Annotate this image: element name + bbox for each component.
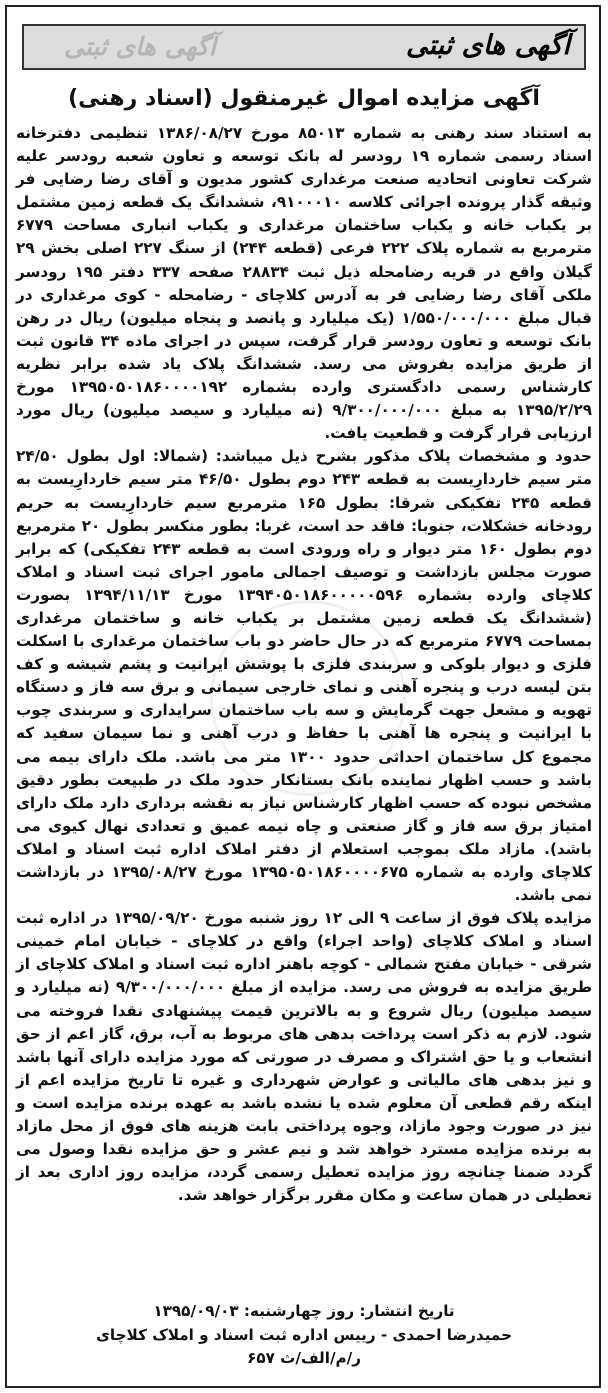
notice-paragraph-1: به استناد سند رهنی به شماره ۸۵۰۱۳ مورخ ۱۳۸۶/۰۸/۲۷ تنظیمی دفترخانه اسناد رسمی شماره ۱۹ رودسر له بانک توسعه و تعاون شعبه رودسر علیه شرکت تعاونی اتحادیه صنعت مرغداری کشور مدیون و آقای رضا رضایی فر وثیقه گذار پرونده اجرائی کلاسه ۹۱۰۰۰۱۰، ششدانگ یک قطعه زمین مشتمل بر یکباب خانه و یکباب ساختمان مرغداری و یکباب انباری مساحت ۶۷۷۹ مترمربع به شماره پلاک ۲۲۲ فرعی (قطعه ۲۴۴) از سنگ ۲۲۷ اصلی بخش ۲۹ گیلان واقع در قریه رضامحله ذیل ثبت ۲۸۸۳۴ صفحه ۳۳۷ دفتر ۱۹۵ رودسر ملکی آقای رضا رضایی فر به آدرس کلاچای - رضامحله - کوی مرغداری در قبال مبلغ ۱/۵۵۰/۰۰۰/۰۰۰ (یک میلیارد و پانصد و پنجاه میلیون) ریال در رهن بانک توسعه و تعاون رودسر قرار گرفت، سپس در اجرای ماده ۳۴ قانون ثبت از طریق مزایده بفروش می رسد. ششدانگ پلاک یاد شده برابر نظریه کارشناس رسمی دادگستری وارده بشماره ۱۳۹۵۰۵۰۱۸۶۰۰۰۰۱۹۲ مورخ ۱۳۹۵/۲/۲۹ به مبلغ ۹/۳۰۰/۰۰۰/۰۰۰ (نه میلیارد و سیصد میلیون) ریال مورد ارزیابی قرار گرفت و قطعیت یافت. xyxy=(16,124,593,443)
notice-paragraph-3: مزایده پلاک فوق از ساعت ۹ الی ۱۲ روز شنبه مورخ ۱۳۹۵/۰۹/۲۰ در اداره ثبت اسناد و املاک کلاچای (واحد اجراء) واقع در کلاچای - خیابان امام خمینی شرقی - خیابان مفتح شمالی - کوچه باهنر اداره ثبت اسناد و املاک کلاچای از طریق مزایده به فروش می رسد. مزایده از مبلغ ۹/۳۰۰/۰۰۰/۰۰۰ (نه میلیارد و سیصد میلیون) ریال شروع و به بالاترین قیمت پیشنهادی نقدا فروخته می شود. لازم به ذکر است پرداخت بدهی های مربوط به آب، برق، گاز اعم از حق انشعاب و یا حق اشتراک و مصرف در صورتی که مورد مزایده دارای آنها باشد و نیز بدهی های مالیاتی و عوارض شهرداری و غیره تا تاریخ مزایده اعم از اینکه رقم قطعی آن معلوم شده یا نشده باشد به عهده برنده مزایده است و نیز در صورت وجود مازاد، وجوه پرداختی بابت هزینه های فوق از محل مازاد به برنده مزایده مسترد خواهد شد و نیم عشر و حق مزایده نقدا وصول می گردد ضمنا چنانچه روز مزایده تعطیل رسمی گردد، مزایده روز اداری بعد از تعطیلی در همان ساعت و مکان مقرر برگزار خواهد شد. xyxy=(16,909,592,1205)
header-title: آگهی های ثبتی xyxy=(405,30,570,61)
signature: حمیدرضا احمدی - رییس اداره ثبت اسناد و املاک کلاچای xyxy=(95,1325,513,1344)
notice-title: آگهی مزایده اموال غیرمنقول (اسناد رهنی) xyxy=(68,86,540,111)
notice-paragraph-2: حدود و مشخصات پلاک مذکور بشرح ذیل میباشد: (شمالا: اول بطول ۲۴/۵۰ متر سیم خاردارِیست به قطعه ۲۴۳ دوم بطول ۴۶/۵۰ متر سیم خاردارِیست به قطعه ۲۴۵ تفکیکی شرقا: بطول ۱۶۵ مترمربع سیم خاردارِیست به حریم رودخانه خشکلات، جنوبا: فاقد حد است، غربا: بطور منکسر بطول ۲۰ مترمربع دوم بطول ۱۶۰ متر دیوار و راه ورودی است به قطعه ۲۴۳ تفکیکی) که برابر صورت مجلس بازداشت و توصیف اجمالی مامور اجرای ثبت اسناد و املاک کلاچای وارده بشماره ۱۳۹۴۰۵۰۱۸۶۰۰۰۰۰۵۹۶ مورخ ۱۳۹۴/۱۱/۱۳ بصورت (ششدانگ یک قطعه زمین مشتمل بر یکباب خانه و ساختمان مرغداری بمساحت ۶۷۷۹ مترمربع که در حال حاضر دو باب ساختمان مرغداری با اسکلت فلزی و دیوار بلوکی و سربندی فلزی با پوشش ایرانیت و پشم شیشه و کف بتن لیسه درب و پنجره آهنی و نمای خارجی سیمانی و برق سه فاز و دستگاه تهویه و مشعل جهت گرمایش و سه باب ساختمان سرایداری و سربندی چوب با ایرانیت و پنجره ها آهنی با حفاظ و درب آهنی و نما سیمان سفید که مجموع کل ساختمان احداثی حدود ۱۳۰۰ متر می باشد. ملک دارای بیمه می باشد و حسب اظهار نماینده بانک بستانکار حدود ملک در طبیعت بطور دقیق مشخص نبوده که حسب اظهار کارشناس نیاز به نقشه برداری دارد ملک دارای امتیاز برق سه فاز و گاز صنعتی و چاه نیمه عمیق و تعدادی نهال کیوی می باشد). مازاد ملک بموجب استعلام از دفتر املاک اداره ثبت اسناد و املاک کلاچای وارده به شماره ۱۳۹۵۰۵۰۱۸۶۰۰۰۰۶۷۵ مورخ ۱۳۹۵/۰۸/۲۷ در بازداشت نمی باشد. xyxy=(16,447,593,905)
publish-date: تاریخ انتشار: روز چهارشنبه: ۱۳۹۵/۰۹/۰۳ xyxy=(153,1302,455,1320)
header-watermark: آگهی های ثبتی xyxy=(64,32,216,61)
notice-footer xyxy=(16,1300,592,1371)
notice-code: ر/م/الف/ث ۶۵۷ xyxy=(247,1349,361,1367)
section-header xyxy=(22,24,586,70)
notice-body xyxy=(16,122,592,1207)
